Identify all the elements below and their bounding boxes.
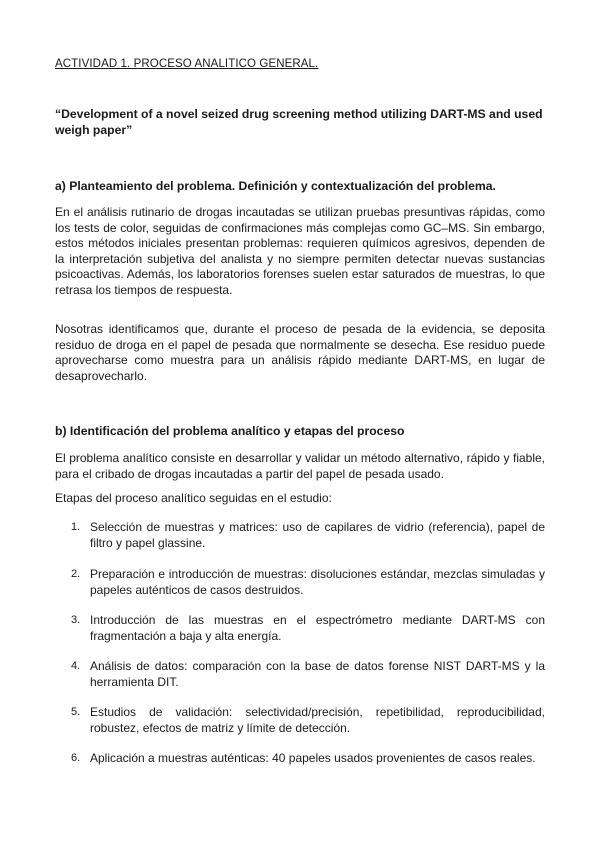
list-item-text: Preparación e introducción de muestras: disoluciones estándar, mezclas simuladas y papeles auténticos de casos destruidos. — [90, 567, 545, 597]
section-a-paragraph-2: Nosotras identificamos que, durante el proceso de pesada de la evidencia, se deposita residuo de droga en el papel de pesada que normalmente se desecha. Ese residuo puede aprovecharse como muestra para un análisis rápido mediante DART-MS, en lugar de desaprovecharlo. — [55, 322, 545, 383]
list-item-text: Introducción de las muestras en el espectrómetro mediante DART-MS con fragmentación a baja y alta energía. — [90, 613, 545, 643]
section-b-paragraph-2: Etapas del proceso analítico seguidas en el estudio: — [55, 491, 332, 505]
section-a-paragraph-1: En el análisis rutinario de drogas incautadas se utilizan pruebas presuntivas rápidas, como los tests de color, seguidas de confirmaciones más complejas como GC–MS. Sin embargo, estos métodos iniciales presentan problemas: requieren químicos agresivos, dependen de la interpretación subjetiva del analista y no siempre permiten detectar nuevas sustancias psicoactivas. Además, los laboratorios forenses suelen estar saturados de muestras, lo que retrasa los tiempos de respuesta. — [55, 205, 545, 297]
section-b-paragraph-1: El problema analítico consiste en desarrollar y validar un método alternativo, rápido y fiable, para el cribado de drogas incautadas a partir del papel de pesada usado. — [55, 451, 545, 481]
list-item-text: Análisis de datos: comparación con la base de datos forense NIST DART-MS y la herramienta DIT. — [90, 659, 545, 689]
list-item-number: 4. — [71, 660, 81, 672]
list-item-number: 1. — [71, 521, 81, 533]
section-a-heading: a) Planteamiento del problema. Definición y contextualización del problema. — [55, 179, 496, 193]
paper-title: “Development of a novel seized drug screening method utilizing DART-MS and used weigh paper” — [55, 107, 543, 137]
list-item-number: 3. — [71, 614, 81, 626]
list-item-text: Aplicación a muestras auténticas: 40 papeles usados provenientes de casos reales. — [90, 751, 536, 765]
list-item-number: 6. — [71, 752, 81, 764]
section-b-heading: b) Identificación del problema analítico y etapas del proceso — [55, 424, 405, 438]
list-item-number: 2. — [71, 568, 81, 580]
list-item-number: 5. — [71, 706, 81, 718]
activity-title: ACTIVIDAD 1. PROCESO ANALITICO GENERAL. — [55, 58, 319, 70]
list-item-text: Selección de muestras y matrices: uso de capilares de vidrio (referencia), papel de filtro y papel glassine. — [90, 520, 545, 550]
list-item-text: Estudios de validación: selectividad/precisión, repetibilidad, reproducibilidad, robustez, efectos de matriz y límite de detección. — [90, 705, 545, 735]
